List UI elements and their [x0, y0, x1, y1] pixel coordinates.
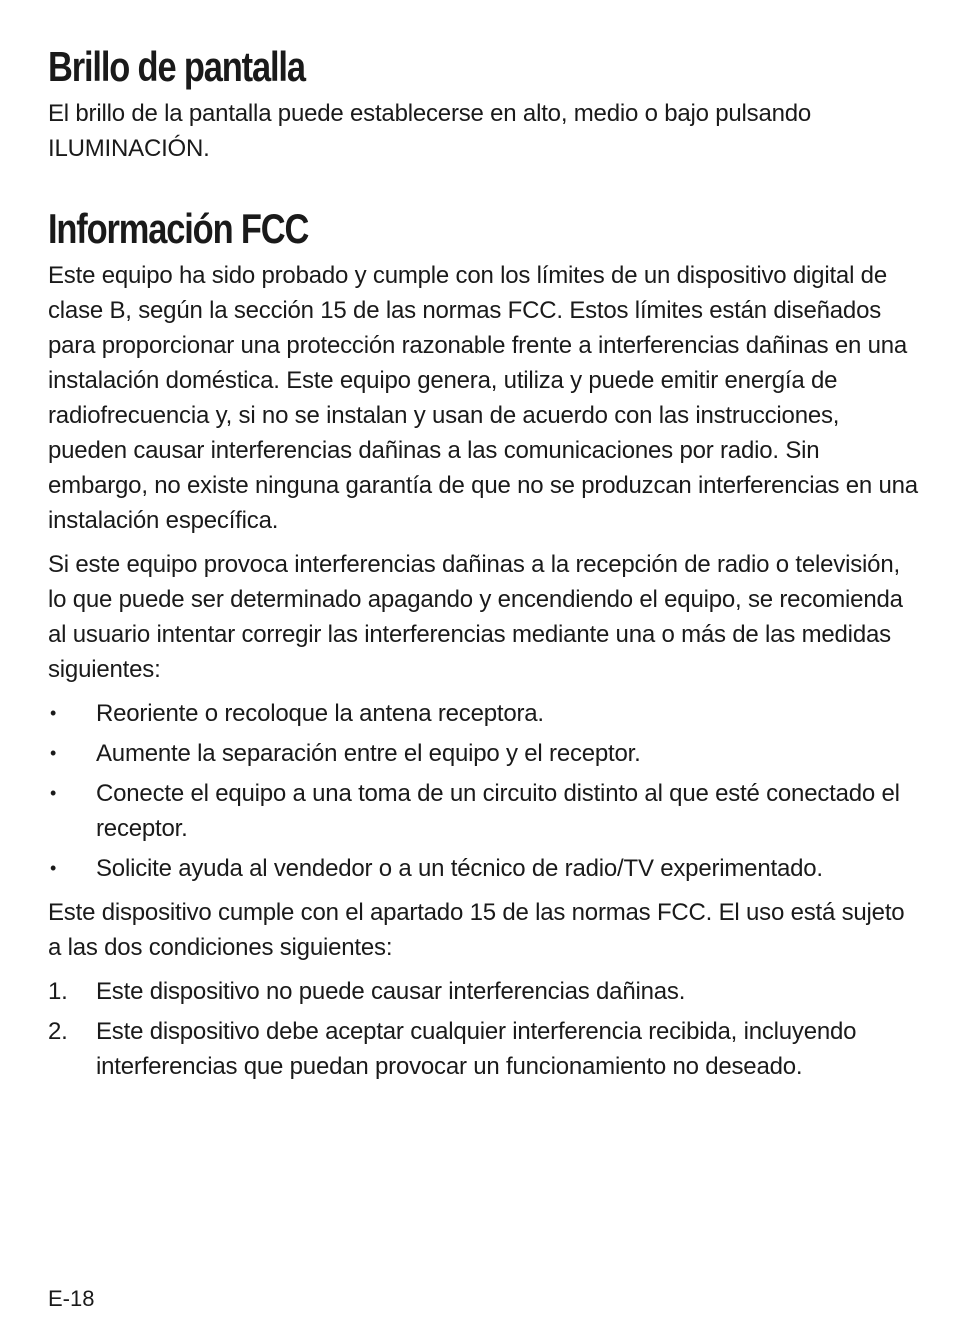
list-item-text: Reoriente o recoloque la antena receptora.	[96, 700, 544, 727]
list-item	[48, 736, 918, 771]
bullet-marker: •	[50, 743, 57, 763]
list-item	[48, 974, 918, 1009]
list-item	[48, 851, 918, 886]
fcc-paragraph-2: Si este equipo provoca interferencias dañinas a la recepción de radio o televisión, lo que puede ser determinado apagando y encendiendo el equipo, se recomienda al usuario intentar corregir las interferencias mediante una o más de las medidas siguientes:	[48, 551, 903, 683]
section-heading-brillo: Brillo de pantalla	[48, 43, 305, 90]
section-heading-fcc: Información FCC	[48, 205, 309, 252]
number-marker: 1.	[48, 978, 68, 1005]
document-page	[48, 38, 918, 1089]
fcc-paragraph-3: Este dispositivo cumple con el apartado 15 de las normas FCC. El uso está sujeto a las dos condiciones siguientes:	[48, 899, 905, 961]
list-item	[48, 696, 918, 731]
brillo-paragraph: El brillo de la pantalla puede establecerse en alto, medio o bajo pulsando ILUMINACIÓN.	[48, 100, 812, 162]
list-item	[48, 1014, 918, 1084]
list-item-text: Este dispositivo debe aceptar cualquier interferencia recibida, incluyendo interferencias que puedan provocar un funcionamiento no deseado.	[96, 1018, 857, 1080]
bullet-marker: •	[50, 783, 57, 803]
list-item-text: Solicite ayuda al vendedor o a un técnico de radio/TV experimentado.	[96, 855, 823, 882]
bullet-marker: •	[50, 858, 57, 878]
list-item-text: Este dispositivo no puede causar interferencias dañinas.	[96, 978, 686, 1005]
bullet-marker: •	[50, 703, 57, 723]
conditions-list	[48, 974, 918, 1084]
page-number: E-18	[48, 1286, 95, 1311]
list-item-text: Aumente la separación entre el equipo y el receptor.	[96, 740, 641, 767]
list-item-text: Conecte el equipo a una toma de un circuito distinto al que esté conectado el receptor.	[96, 780, 900, 842]
measures-list	[48, 696, 918, 886]
list-item	[48, 776, 918, 846]
fcc-paragraph-1: Este equipo ha sido probado y cumple con los límites de un dispositivo digital de clase B, según la sección 15 de las normas FCC. Estos límites están diseñados para proporcionar una protección razonable frente a interferencias dañinas en una instalación doméstica. Este equipo genera, utiliza y puede emitir energía de radiofrecuencia y, si no se instalan y usan de acuerdo con las instrucciones, pueden causar interferencias dañinas a las comunicaciones por radio. Sin embargo, no existe ninguna garantía de que no se produzcan interferencias en una instalación específica.	[48, 262, 918, 534]
number-marker: 2.	[48, 1018, 68, 1045]
